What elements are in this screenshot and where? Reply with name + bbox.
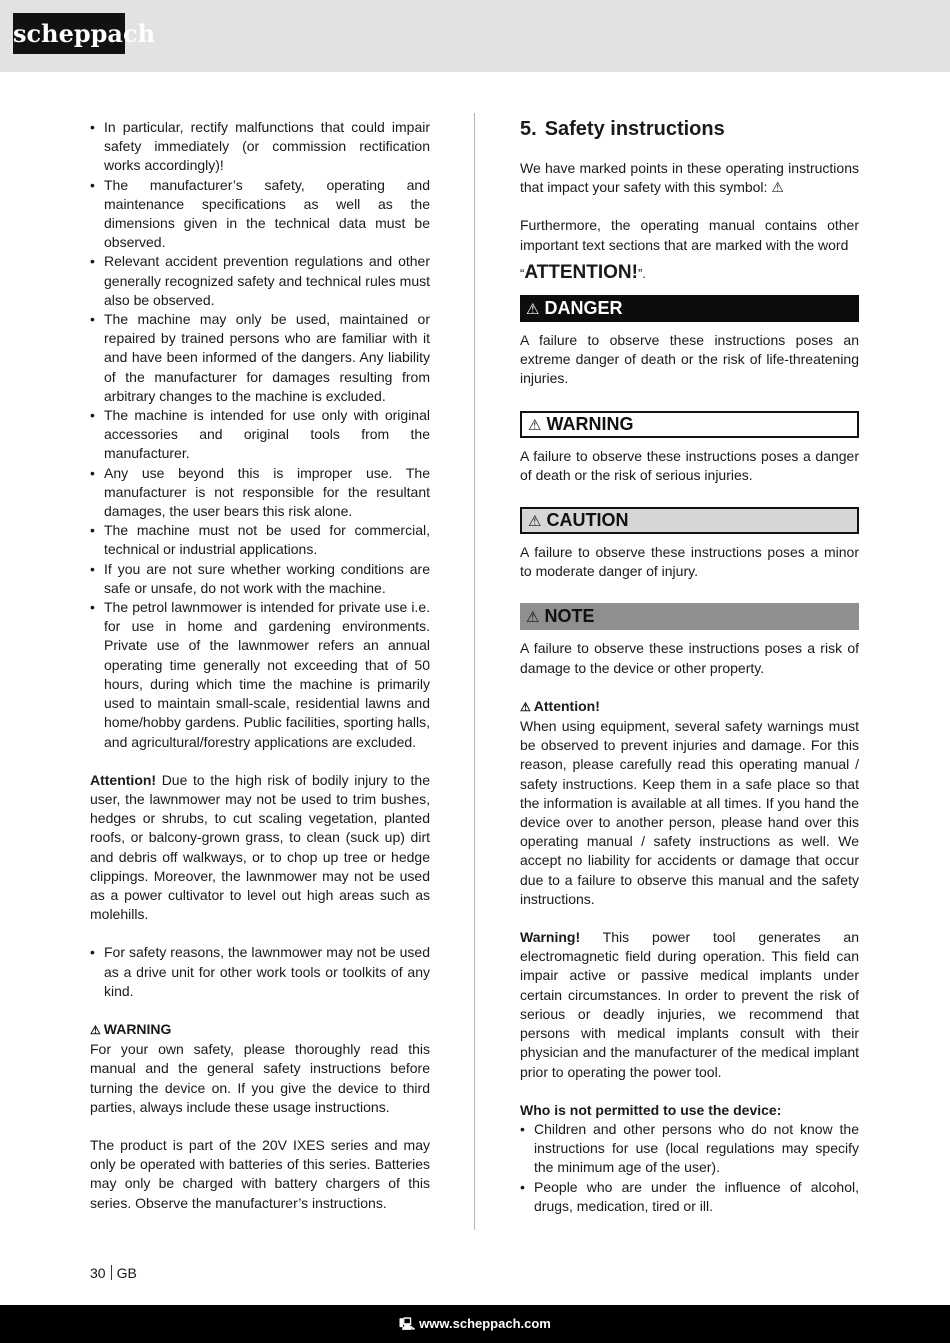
list-item: • In particular, rectify malfunctions that could impair safety immediately (or commission rectification works accordingly)! bbox=[90, 119, 430, 174]
bullet-icon: • bbox=[90, 119, 95, 135]
bullet-icon: • bbox=[90, 599, 95, 616]
right-column bbox=[520, 118, 859, 1216]
caution-description: A failure to observe these instructions poses a minor to moderate danger of injury. bbox=[520, 544, 859, 580]
warning-heading: ⚠ WARNING bbox=[90, 1020, 172, 1037]
danger-description: A failure to observe these instructions poses an extreme danger of death or the risk of life-threatening injuries. bbox=[520, 332, 859, 387]
attention-body: When using equipment, several safety warnings must be observed to prevent injuries and damage. For this reason, please carefully read this operating manual / safety instructions. Keep them in a safe place so that the information is available at all times. If you hand the device over to another person, please hand over this operating manual / safety instructions as well. We accept no liability for accidents or damage that occur due to a failure to observe this manual and the safety instructions. bbox=[520, 718, 859, 907]
bullet-icon: • bbox=[520, 1178, 525, 1195]
list-item: • The petrol lawnmower is intended for private use i.e. for use in home and gardening environments. Private use of the lawnmower refers an annual operating time generally not exceeding that of 50 hours, during which time the machine is primarily used to maintain small-scale, residential lawns and home/hobby gardens. Public facilities, sporting halls, and agricultural/forestry applications are excluded. bbox=[90, 599, 430, 750]
attention-label: Attention! bbox=[90, 771, 157, 788]
attention-word-line: “ATTENTION!”. bbox=[520, 261, 646, 283]
warning-triangle-icon: ⚠ bbox=[528, 416, 542, 434]
list-item: • If you are not sure whether working conditions are safe or unsafe, do not work with the machine. bbox=[90, 560, 430, 596]
product-series-paragraph: The product is part of the 20V IXES series and may only be operated with batteries of this series. Batteries may only be charged with battery chargers of this series. Observe the manufacturer’s instructions. bbox=[90, 1136, 430, 1211]
drive-unit-bullet-list bbox=[90, 943, 430, 1001]
usage-bullet-list bbox=[90, 118, 430, 752]
separator bbox=[111, 1265, 112, 1280]
left-column bbox=[90, 118, 430, 1213]
footer-band bbox=[0, 1305, 950, 1343]
warning-label-box: ⚠ WARNING bbox=[520, 411, 859, 438]
website-link[interactable]: www.scheppach.com bbox=[419, 1316, 551, 1331]
warning-label: Warning! bbox=[520, 929, 581, 946]
not-permitted-list bbox=[520, 1120, 859, 1216]
warning-description: A failure to observe these instructions poses a danger of death or the risk of serious injuries. bbox=[520, 447, 859, 483]
bullet-icon: • bbox=[90, 464, 95, 481]
list-item: • The machine is intended for use only with original accessories and original tools from the manufacturer. bbox=[90, 407, 430, 462]
note-description: A failure to observe these instructions poses a risk of damage to the device or other property. bbox=[520, 640, 859, 676]
list-item: • Any use beyond this is improper use. The manufacturer is not responsible for the resultant damages, the user bears this risk alone. bbox=[90, 464, 430, 520]
intro-paragraph: We have marked points in these operating instructions that impact your safety with this symbol: ⚠ bbox=[520, 160, 859, 196]
list-item: • The machine may only be used, maintained or repaired by trained persons who are familiar with it and have been informed of the dangers. Any liability of the manufacturer for damages resulting from arbitrary changes to the machine is excluded. bbox=[90, 311, 430, 404]
attention-paragraph: Attention! Due to the high risk of bodily injury to the user, the lawnmower may not be used to trim bushes, hedges or shrubs, to cut scaling vegetation, planted roofs, or balcony-grown grass, to clean (suck up) dirt and debris off walkways, or to chop up tree or hedge clippings. Moreover, the lawnmower may not be used as a power cultivator to level out high areas such as molehills. bbox=[90, 771, 430, 923]
column-divider bbox=[474, 113, 475, 1230]
list-item: • The machine must not be used for commercial, technical or industrial applications. bbox=[90, 522, 430, 558]
scheppach-logo: scheppach bbox=[13, 13, 125, 54]
emf-warning-paragraph: Warning! This power tool generates an electromagnetic field during operation. This field can impair active or passive medical implants under certain circumstances. In order to prevent the risk of serious or deadly injuries, we recommend that persons with medical implants consult with their physician and the manufacturer of the medical implant prior to operating the power tool. bbox=[520, 929, 859, 1080]
warning-triangle-icon: ⚠ bbox=[90, 1022, 101, 1037]
caution-label-box: ⚠ CAUTION bbox=[520, 507, 859, 534]
list-item: • Relevant accident prevention regulations and other generally recognized safety and technical rules must also be observed. bbox=[90, 253, 430, 308]
warning-triangle-icon: ⚠ bbox=[526, 609, 540, 627]
monitor-icon: 🖳 bbox=[399, 1317, 416, 1331]
bullet-icon: • bbox=[90, 560, 95, 577]
danger-label-box: ⚠ DANGER bbox=[520, 295, 859, 322]
not-permitted-heading: Who is not permitted to use the device: bbox=[520, 1101, 782, 1118]
warning-triangle-icon: ⚠ bbox=[528, 513, 542, 531]
list-item: • For safety reasons, the lawnmower may not be used as a drive unit for other work tools or toolkits of any kind. bbox=[90, 944, 430, 999]
attention-heading: ⚠ Attention! bbox=[520, 697, 600, 714]
bullet-icon: • bbox=[520, 1120, 525, 1137]
page-number: 30 GB bbox=[90, 1265, 137, 1281]
bullet-icon: • bbox=[90, 311, 95, 328]
list-item: • Children and other persons who do not know the instructions for use (local regulations may specify the minimum age of the user). bbox=[520, 1120, 859, 1176]
warning-triangle-icon: ⚠ bbox=[520, 699, 531, 714]
bullet-icon: • bbox=[90, 407, 95, 424]
bullet-icon: • bbox=[90, 522, 95, 539]
bullet-icon: • bbox=[90, 944, 95, 961]
warning-paragraph: For your own safety, please thoroughly read this manual and the general safety instructions before turning the device on. If you give the device to third parties, always include these usage instructions. bbox=[90, 1041, 430, 1115]
header-band bbox=[0, 0, 950, 72]
bullet-icon: • bbox=[90, 176, 95, 193]
bullet-icon: • bbox=[90, 253, 95, 270]
further-paragraph: Furthermore, the operating manual contains other important text sections that are marked with the word bbox=[520, 217, 859, 253]
warning-triangle-icon: ⚠ bbox=[526, 301, 540, 319]
list-item: • People who are under the influence of alcohol, drugs, medication, tired or ill. bbox=[520, 1178, 859, 1214]
note-label-box: ⚠ NOTE bbox=[520, 603, 859, 630]
section-title: 5. Safety instructions bbox=[520, 118, 725, 140]
list-item: • The manufacturer’s safety, operating and maintenance specifications as well as the dimensions given in the technical data must be observed. bbox=[90, 176, 430, 251]
